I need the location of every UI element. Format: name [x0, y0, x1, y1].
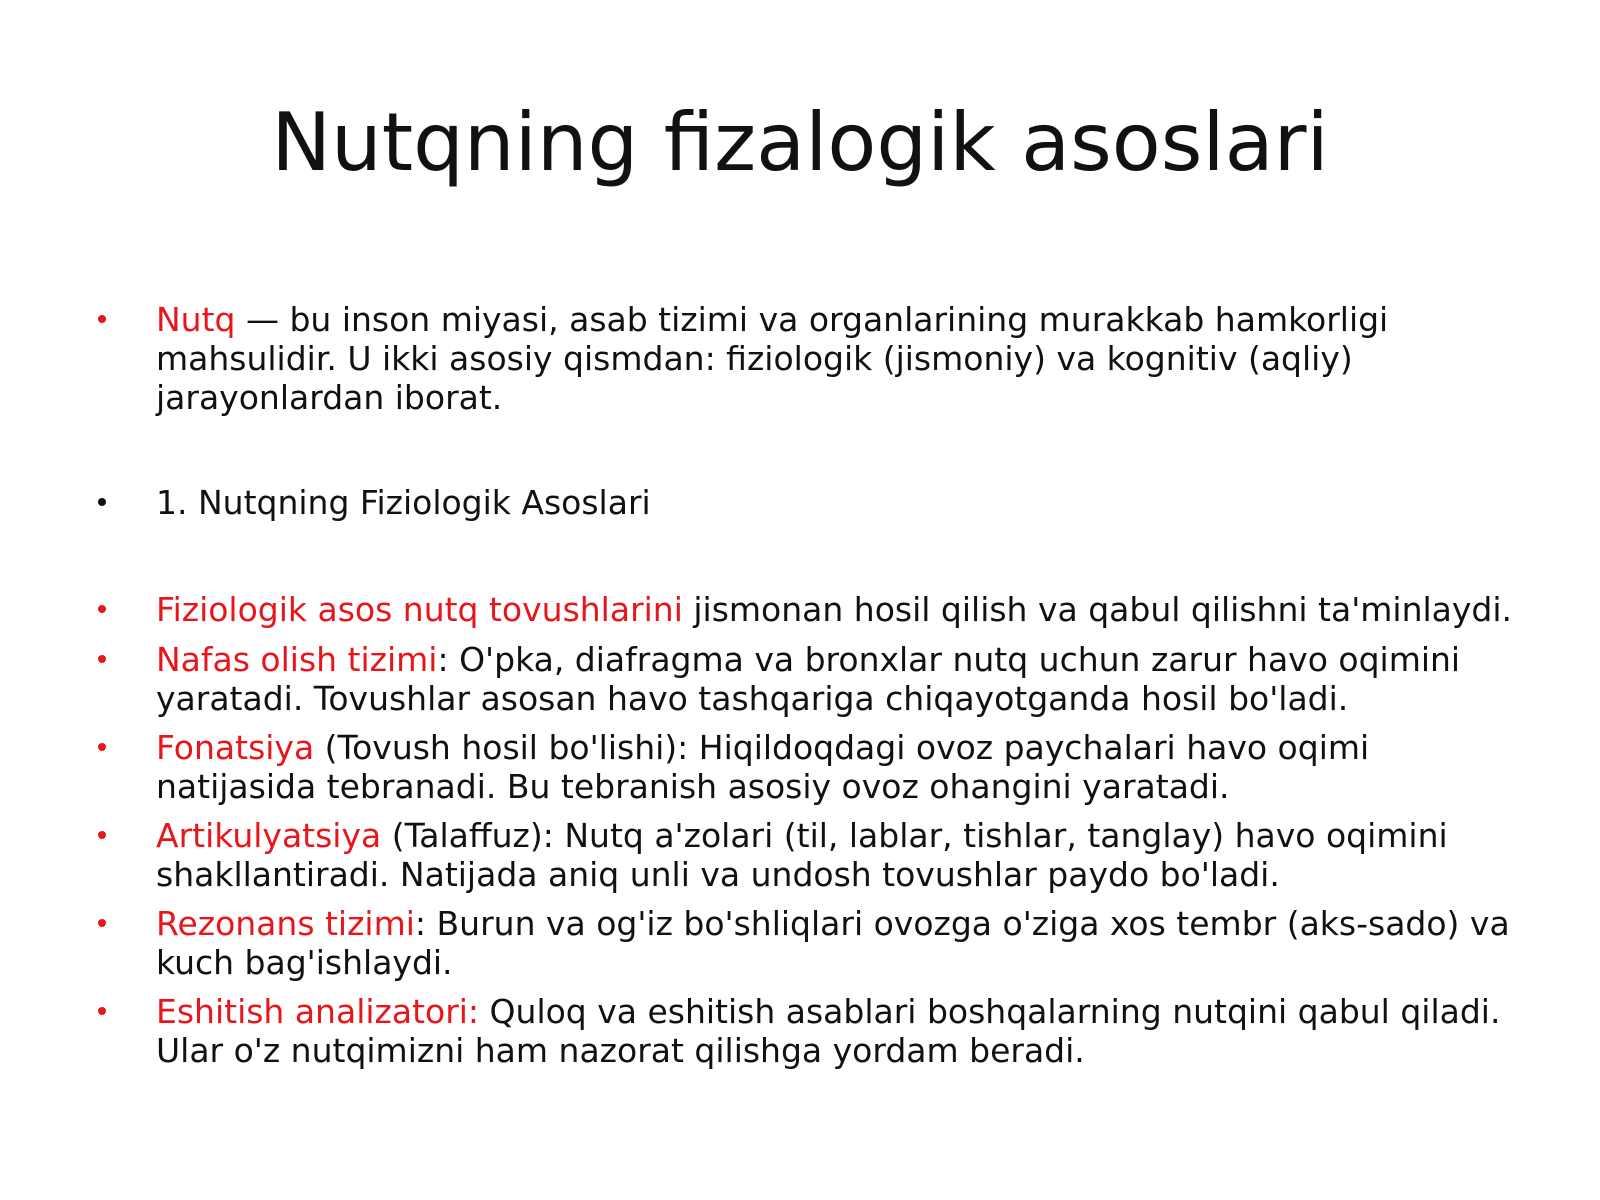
red-bullet-dot-icon	[98, 655, 106, 663]
slide-title: Nutqning fizalogik asoslari	[271, 96, 1329, 189]
red-bullet-dot-icon	[98, 919, 106, 927]
bullet-text	[156, 992, 1536, 1070]
bullet-highlight: Eshitish analizatori:	[156, 992, 480, 1031]
bullet-highlight: Fonatsiya	[156, 728, 315, 767]
bullet-body: (Talaffuz): Nutq a'zolari (til, lablar, tishlar, tanglay) havo oqimini shakllantiradi. Natijada aniq unli va undosh tovushlar paydo bo'ladi.	[156, 816, 1448, 894]
bullet-highlight: Rezonans tizimi	[156, 904, 415, 943]
bullet-highlight: Artikulyatsiya	[156, 816, 382, 855]
bullet-body: 1. Nutqning Fiziologik Asoslari	[156, 483, 651, 522]
bullet-text	[156, 483, 1536, 522]
bullet-body: : Burun va og'iz bo'shliqlari ovozga o'ziga xos tembr (aks-sado) va kuch bag'ishlaydi.	[156, 904, 1510, 982]
red-bullet-dot-icon	[98, 315, 106, 323]
bullet-text	[156, 590, 1536, 629]
bullet-body: jismonan hosil qilish va qabul qilishni ta'minlaydi.	[682, 590, 1513, 629]
bullet-body: — bu inson miyasi, asab tizimi va organlarining murakkab hamkorligi mahsulidir. U ikki asosiy qismdan: fiziologik (jismoniy) va kognitiv (aqliy) jarayonlardan iborat.	[156, 300, 1389, 417]
red-bullet-dot-icon	[98, 743, 106, 751]
bullet-text	[156, 728, 1536, 806]
bullet-text	[156, 300, 1536, 417]
bullet-highlight: Nafas olish tizimi	[156, 640, 438, 679]
bullet-body: : O'pka, diafragma va bronxlar nutq uchun zarur havo oqimini yaratadi. Tovushlar asosan havo tashqariga chiqayotganda hosil bo'ladi.	[156, 640, 1461, 718]
red-bullet-dot-icon	[98, 605, 106, 613]
bullet-text	[156, 640, 1536, 718]
bullet-body: Quloq va eshitish asablari boshqalarning nutqini qabul qiladi. Ular o'z nutqimizni ham nazorat qilishga yordam beradi.	[156, 992, 1501, 1070]
bullet-text	[156, 816, 1536, 894]
red-bullet-dot-icon	[98, 1007, 106, 1015]
black-bullet-dot-icon	[98, 498, 106, 506]
bullet-highlight: Fiziologik asos nutq tovushlarini	[156, 590, 683, 629]
bullet-body: (Tovush hosil bo'lishi): Hiqildoqdagi ovoz paychalari havo oqimi natijasida tebranadi. Bu tebranish asosiy ovoz ohangini yaratadi.	[156, 728, 1370, 806]
bullet-text	[156, 904, 1536, 982]
red-bullet-dot-icon	[98, 831, 106, 839]
bullet-highlight: Nutq	[156, 300, 236, 339]
